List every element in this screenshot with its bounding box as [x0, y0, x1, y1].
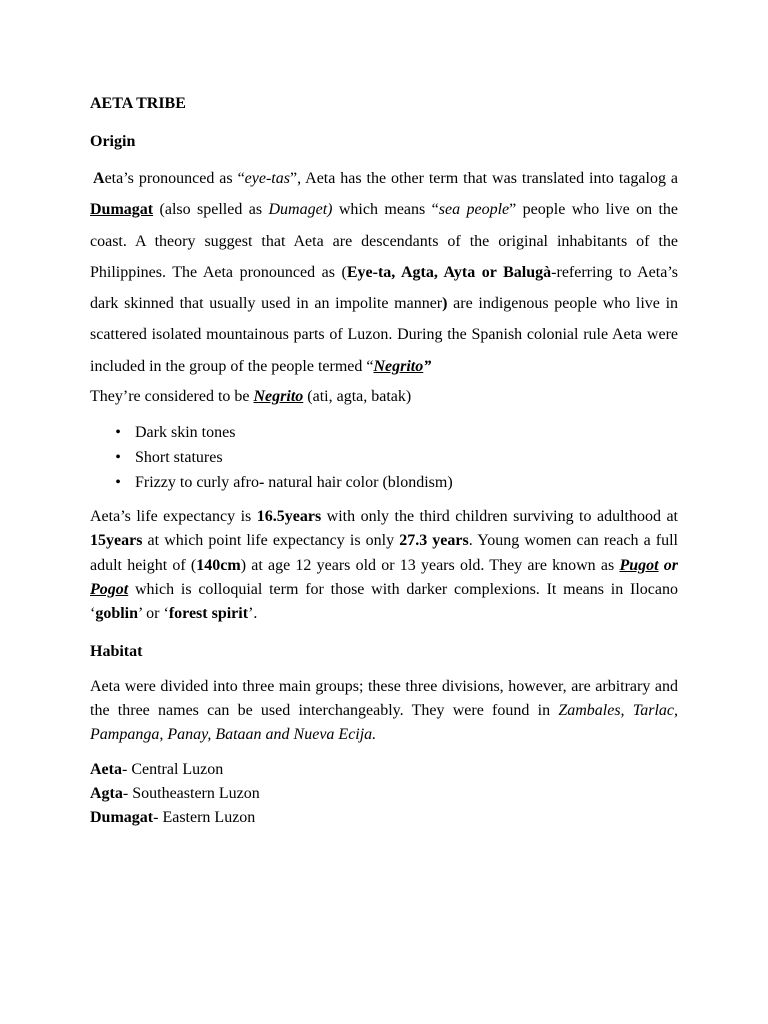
- text-run: at which point life expectancy is only: [142, 532, 400, 550]
- bullet-icon: •: [115, 474, 121, 492]
- list-item-text: Short statures: [135, 449, 223, 467]
- text-italic: Zambales, Tarlac, Pampanga, Panay, Bataan and Nueva Ecija.: [90, 701, 679, 744]
- text-italic: Dumaget): [268, 201, 333, 219]
- text-run: eta’s pronounced as “: [104, 170, 245, 187]
- group-item: [90, 782, 678, 806]
- text-run: ’ or ‘: [138, 605, 169, 623]
- group-name: Dumagat: [90, 809, 154, 827]
- text-run: -referring to Aeta’s dark skinned that usually used in an impolite manner: [90, 263, 678, 313]
- trait-list: [90, 420, 678, 495]
- text-bold: ): [442, 295, 448, 313]
- term-negrito: Negrito: [373, 357, 424, 375]
- text-run: . Young women can reach a full adult height of (: [90, 532, 678, 574]
- group-item: [90, 806, 678, 830]
- group-region: - Eastern Luzon: [153, 809, 256, 827]
- list-item-text: natural hair color (blondism): [264, 474, 453, 492]
- group-item: [90, 758, 678, 782]
- group-list: [90, 758, 678, 830]
- text-run: ”, Aeta has the other term that was translated into tagalog a: [289, 170, 678, 187]
- text-run: are indigenous people who live in scattered isolated mountainous parts of Luzon. During the Spanish colonial rule Aeta were included in the group of the people termed “: [90, 295, 679, 375]
- term-negrito: Negrito: [253, 388, 304, 406]
- list-item-text: Dark skin tones: [135, 424, 236, 442]
- list-item: [115, 470, 678, 495]
- term-pogot: Pogot: [90, 580, 129, 598]
- text-run: Aeta’s life expectancy is: [90, 508, 257, 526]
- list-item: [115, 420, 678, 445]
- group-name: Aeta: [90, 761, 122, 779]
- text-bold: Eye-ta, Agta, Ayta or Balugà: [346, 263, 552, 281]
- origin-paragraph: [90, 163, 678, 382]
- document-body: [90, 92, 678, 830]
- text-run: ’.: [248, 605, 258, 623]
- group-name: Agta: [90, 785, 123, 803]
- text-italic: eye-tas: [244, 170, 290, 187]
- text-run: with only the third children surviving to adulthood at: [321, 508, 678, 526]
- section-heading-habitat: Habitat: [90, 642, 143, 660]
- text-bold-italic: ”: [423, 357, 432, 375]
- negrito-line: [90, 382, 678, 412]
- section-heading-origin: Origin: [90, 133, 136, 150]
- group-region: - Central Luzon: [121, 761, 224, 779]
- text-bold: A: [93, 170, 105, 187]
- habitat-paragraph: [90, 675, 678, 748]
- list-item: [115, 445, 678, 470]
- text-italic: sea people: [438, 201, 510, 219]
- text-run: which means “: [332, 201, 439, 219]
- text-bold: 16.5years: [256, 508, 322, 526]
- text-bold: forest spirit: [168, 605, 249, 623]
- text-run: ) at age 12 years old or 13 years old. They are known as: [240, 556, 620, 574]
- document-title: AETA TRIBE: [90, 95, 186, 112]
- text-run: which is colloquial term for those with darker complexions. It means in Ilocano ‘: [90, 580, 678, 623]
- list-item-text: Frizzy to curly afro: [135, 474, 259, 492]
- bullet-icon: •: [115, 424, 121, 442]
- text-bold: 27.3 years: [399, 532, 469, 550]
- text-bold-italic: or: [658, 556, 678, 574]
- bullet-icon: •: [115, 449, 121, 467]
- text-bold: 140cm: [196, 556, 241, 574]
- term-dumagat: Dumagat: [90, 201, 154, 219]
- text-run: ” people who live on the coast. A theory suggest that Aeta are descendants of the original inhabitants of the Philippines. The Aeta pronounced as (: [90, 201, 679, 281]
- text-run: They’re considered to be: [90, 388, 254, 406]
- life-expectancy-paragraph: [90, 505, 678, 626]
- text-run: (also spelled as: [153, 201, 269, 219]
- text-run: (ati, agta, batak): [303, 388, 412, 406]
- term-pugot: Pugot: [619, 556, 659, 574]
- text-bold: -: [258, 474, 265, 492]
- text-bold: goblin: [95, 605, 139, 623]
- text-bold: 15years: [90, 532, 143, 550]
- group-region: - Southeastern Luzon: [122, 785, 260, 803]
- text-run: Aeta were divided into three main groups; these three divisions, however, are arbitrary and the three names can be used interchangeably. They were found in: [90, 677, 678, 719]
